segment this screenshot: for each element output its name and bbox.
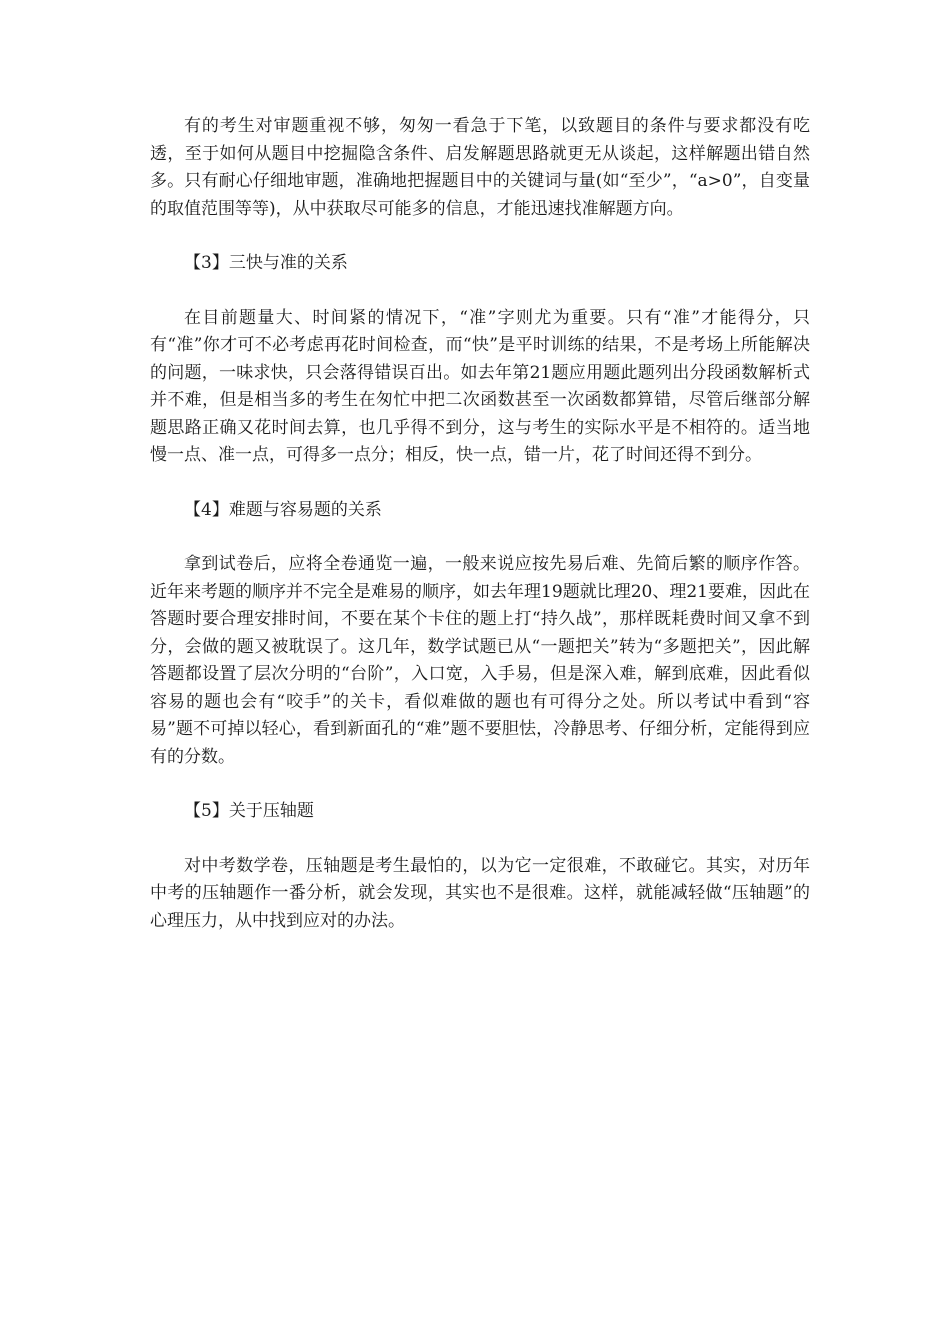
section-heading-5: 【5】关于压轴题 <box>184 801 314 821</box>
section-heading-4: 【4】难题与容易题的关系 <box>184 499 382 520</box>
document-body <box>150 113 810 962</box>
paragraph-final-question: 对中考数学卷，压轴题是考生最怕的，以为它一定很难，不敢碰它。其实，对历年中考的压轴题作一番分析，就会发现，其实也不是很难。这样，就能减轻做“压轴题”的心理压力，从中找到应对的办法。 <box>150 855 810 931</box>
paragraph-hard-easy: 拿到试卷后，应将全卷通览一遍，一般来说应按先易后难、先简后繁的顺序作答。近年来考题的顺序并不完全是难易的顺序，如去年理19题就比理20、理21要难，因此在答题时要合理安排时间，不要在某个卡住的题上打“持久战”，那样既耗费时间又拿不到分，会做的题又被耽误了。这几年，数学试题已从“一题把关”转为“多题把关”，因此解答题都设置了层次分明的“台阶”，入口宽，入手易，但是深入难，解到底难，因此看似容易的题也会有“咬手”的关卡，看似难做的题也有可得分之处。所以考试中看到“容易”题不可掉以轻心，看到新面孔的“难”题不要胆怯，冷静思考、仔细分析，定能得到应有的分数。 <box>150 554 810 767</box>
paragraph-careful-reading: 有的考生对审题重视不够，匆匆一看急于下笔，以致题目的条件与要求都没有吃透，至于如何从题目中挖掘隐含条件、启发解题思路就更无从谈起，这样解题出错自然多。只有耐心仔细地审题，准确地把握题目中的关键词与量(如“至少”，“a>0”，自变量的取值范围等等)，从中获取尽可能多的信息，才能迅速找准解题方向。 <box>150 116 810 219</box>
section-heading-3: 【3】三快与准的关系 <box>184 253 348 273</box>
paragraph-speed-accuracy: 在目前题量大、时间紧的情况下，“准”字则尤为重要。只有“准”才能得分，只有“准”你才可不必考虑再花时间检查，而“快”是平时训练的结果，不是考场上所能解决的问题，一味求快，只会落得错误百出。如去年第21题应用题此题列出分段函数解析式并不难，但是相当多的考生在匆忙中把二次函数甚至一次函数都算错，尽管后继部分解题思路正确又花时间去算，也几乎得不到分，这与考生的实际水平是不相符的。适当地慢一点、准一点，可得多一点分；相反，快一点，错一片，花了时间还得不到分。 <box>150 307 810 465</box>
